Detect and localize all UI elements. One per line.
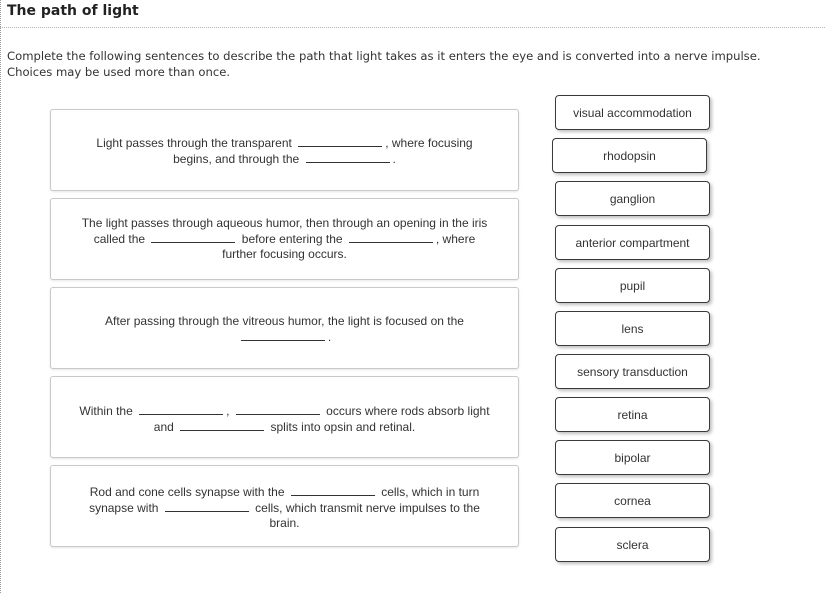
sentence-5-text-3: cells, which transmit nerve impulses to the brain. <box>255 501 480 530</box>
choice-ganglion[interactable]: ganglion <box>555 181 710 216</box>
sentence-box-5 <box>50 465 519 547</box>
choice-retina[interactable]: retina <box>555 397 710 432</box>
drop-blank-5-2[interactable] <box>165 500 249 512</box>
sentence-1-text-1: Light passes through the transparent <box>96 136 292 150</box>
drop-blank-3-1[interactable] <box>241 329 325 341</box>
choice-lens[interactable]: lens <box>555 311 710 346</box>
sentence-2-text-1: The light passes through aqueous humor, then through an opening in the iris called the <box>81 216 488 246</box>
sentence-4-text-3: occurs where rods absorb light and <box>153 404 490 434</box>
sentence-4-text-4: splits into opsin and retinal. <box>270 420 416 434</box>
left-border <box>0 0 2 593</box>
sentence-5-text-2: cells, which in turn synapse with <box>89 485 480 515</box>
sentence-box-1 <box>50 109 519 191</box>
drop-blank-4-2[interactable] <box>236 403 320 415</box>
drop-blank-2-2[interactable] <box>349 231 433 243</box>
instructions-line-2: Choices may be used more than once. <box>7 64 231 79</box>
choice-sensory-transduction[interactable]: sensory transduction <box>555 354 710 389</box>
choice-cornea[interactable]: cornea <box>555 483 710 518</box>
drop-blank-1-2[interactable] <box>306 151 390 163</box>
drop-blank-4-3[interactable] <box>180 419 264 431</box>
sentence-4-text-2: , <box>226 404 230 418</box>
page-title: The path of light <box>7 3 139 19</box>
sentence-box-4 <box>50 376 519 458</box>
instructions <box>7 49 822 80</box>
drop-blank-1-1[interactable] <box>298 135 382 147</box>
sentence-5-text-1: Rod and cone cells synapse with the <box>89 485 285 499</box>
sentence-3-text-2: . <box>327 330 332 344</box>
sentence-4-text-1: Within the <box>79 404 133 418</box>
choice-anterior-compartment[interactable]: anterior compartment <box>555 225 710 260</box>
choice-sclera[interactable]: sclera <box>555 527 710 562</box>
drop-blank-2-1[interactable] <box>151 231 235 243</box>
choice-visual-accommodation[interactable]: visual accommodation <box>555 95 710 130</box>
sentence-3-text-1: After passing through the vitreous humor, the light is focused on the <box>105 314 464 328</box>
choice-pupil[interactable]: pupil <box>555 268 710 303</box>
sentence-2-text-2: before entering the <box>241 232 343 246</box>
drop-blank-4-1[interactable] <box>139 403 223 415</box>
sentence-2-text-3: , where further focusing occurs. <box>222 232 476 261</box>
sentence-1-text-2: , where focusing begins, and through the <box>173 136 473 166</box>
title-divider <box>0 27 825 28</box>
sentence-box-3 <box>50 287 519 369</box>
choice-rhodopsin[interactable]: rhodopsin <box>552 138 707 173</box>
instructions-line-1: Complete the following sentences to describe the path that light takes as it enters the eye and is converted into a nerve impulse. <box>7 49 761 63</box>
drop-blank-5-1[interactable] <box>291 484 375 496</box>
sentence-box-2 <box>50 198 519 280</box>
sentence-1-text-3: . <box>392 152 396 166</box>
choice-bipolar[interactable]: bipolar <box>555 440 710 475</box>
